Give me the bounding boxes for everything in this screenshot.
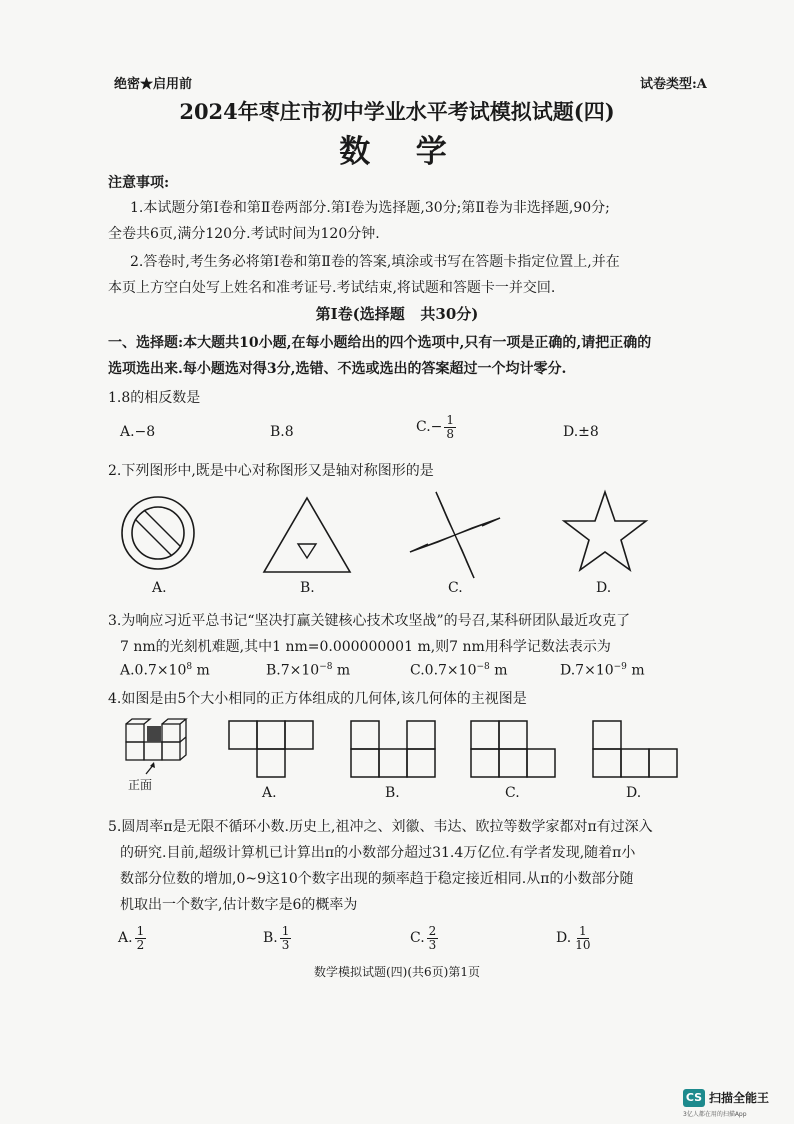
q3-c-exp: −8 — [476, 662, 490, 672]
section-intro-line2: 选项选出来.每小题选对得3分,选错、不选或选出的答案超过一个均计零分. — [108, 361, 567, 377]
fraction-denominator: 3 — [428, 937, 437, 952]
q4-label-c: C. — [505, 785, 520, 801]
section-intro-line1: 一、选择题:本大题共10小题,在每小题给出的四个选项中,只有一项是正确的,请把正确的 — [108, 335, 652, 351]
q3-a-unit: m — [192, 662, 210, 679]
q5-c-prefix: C. — [410, 930, 425, 947]
q3-a-base: A.0.7×10 — [120, 662, 187, 679]
q5-option-c — [410, 925, 438, 951]
q3-b-exp: −8 — [319, 662, 333, 672]
q4-label-a: A. — [262, 785, 277, 801]
camscanner-name: 扫描全能王 — [709, 1091, 770, 1105]
q5-d-fraction — [573, 925, 592, 951]
fraction-numerator: 2 — [428, 924, 437, 938]
q3-b-unit: m — [332, 662, 351, 679]
fraction-denominator: 10 — [575, 937, 591, 952]
q1-option-d: D.±8 — [563, 424, 599, 440]
q5-a-fraction — [135, 925, 147, 951]
q5-line4: 机取出一个数字,估计数字是6的概率为 — [120, 897, 358, 913]
q3-d-exp: −9 — [613, 662, 627, 672]
paper-type-label: 试卷类型:A — [640, 77, 707, 92]
q5-c-fraction — [427, 925, 439, 951]
q2-label-b: B. — [300, 580, 315, 596]
q4-option-d-figure — [592, 719, 682, 779]
q3-a-exp: 8 — [186, 662, 193, 672]
fraction-numerator: 1 — [579, 924, 587, 938]
q3-option-a — [120, 662, 210, 679]
fraction-denominator: 8 — [446, 426, 455, 441]
q5-option-b — [263, 925, 291, 951]
fraction-denominator: 2 — [136, 937, 145, 952]
star-figure — [562, 490, 648, 574]
notice-item2-line2: 本页上方空白处写上姓名和准考证号.考试结束,将试题和答题卡一并交回. — [108, 280, 556, 296]
q2-label-a: A. — [152, 580, 167, 596]
notice-item2-line1: 2.答卷时,考生务必将第Ⅰ卷和第Ⅱ卷的答案,填涂或书写在答题卡指定位置上,并在 — [130, 254, 620, 270]
notice-item1-line2: 全卷共6页,满分120分.考试时间为120分钟. — [108, 226, 380, 242]
q4-option-b-figure — [350, 719, 440, 779]
q5-b-prefix: B. — [263, 930, 278, 947]
q1-option-b: B.8 — [270, 424, 294, 440]
triangle-figure — [262, 496, 352, 576]
fraction-numerator: 1 — [446, 413, 455, 427]
q1-option-a: A.−8 — [120, 424, 156, 440]
q3-line1: 3.为响应习近平总书记“坚决打赢关键核心技术攻坚战”的号召,某科研团队最近攻克了 — [108, 613, 631, 629]
q5-b-fraction — [280, 925, 292, 951]
exam-title: 2024年枣庄市初中学业水平考试模拟试题(四) — [179, 99, 615, 124]
q5-option-d — [556, 925, 592, 951]
fraction-numerator: 1 — [281, 924, 290, 938]
q4-label-d: D. — [626, 785, 642, 801]
q3-line2: 7 nm的光刻机难题,其中1 nm=0.000000001 m,则7 nm用科学记数法表示为 — [120, 639, 611, 655]
q1-option-c-fraction — [444, 414, 456, 440]
pinwheel-figure — [408, 490, 502, 580]
q4-option-c-figure — [470, 719, 560, 779]
q4-label-b: B. — [385, 785, 400, 801]
q3-b-base: B.7×10 — [266, 662, 320, 679]
q3-option-c — [410, 662, 508, 679]
q2-label-c: C. — [448, 580, 463, 596]
q4-option-a-figure — [228, 719, 318, 779]
front-view-label: 正面 — [128, 778, 153, 792]
notice-item1-line1: 1.本试题分第Ⅰ卷和第Ⅱ卷两部分.第Ⅰ卷为选择题,30分;第Ⅱ卷为非选择题,90分; — [130, 200, 610, 216]
q3-option-d — [560, 662, 645, 679]
q2-label-d: D. — [596, 580, 612, 596]
q5-line3: 数部分位数的增加,0~9这10个数字出现的频率趋于稳定接近相同.从π的小数部分随 — [120, 871, 634, 887]
q1-option-c — [416, 414, 456, 440]
q5-line2: 的研究.目前,超级计算机已计算出π的小数部分超过31.4万亿位.有学者发现,随着π小 — [120, 845, 636, 861]
q5-option-a — [118, 925, 146, 951]
secret-label: 绝密★启用前 — [114, 77, 193, 92]
fraction-denominator: 3 — [281, 937, 290, 952]
page-footer: 数学模拟试题(四)(共6页)第1页 — [314, 965, 480, 979]
notice-heading: 注意事项: — [108, 175, 170, 191]
q4-stem: 4.如图是由5个大小相同的正方体组成的几何体,该几何体的主视图是 — [108, 691, 527, 707]
camscanner-tagline: 3亿人都在用的扫描App — [683, 1111, 747, 1118]
q3-c-unit: m — [489, 662, 508, 679]
section-title: 第Ⅰ卷(选择题 共30分) — [315, 305, 479, 323]
q1-stem: 1.8的相反数是 — [108, 390, 201, 406]
q5-d-prefix: D. — [556, 930, 572, 947]
q5-a-prefix: A. — [118, 930, 133, 947]
q5-line1: 5.圆周率π是无限不循环小数.历史上,祖冲之、刘徽、韦达、欧拉等数学家都对π有过深入 — [108, 819, 653, 835]
cube-solid-figure — [124, 718, 196, 780]
fraction-numerator: 1 — [136, 924, 145, 938]
q3-c-base: C.0.7×10 — [410, 662, 477, 679]
subject-title: 数 学 — [339, 134, 455, 170]
camscanner-logo-icon: CS — [683, 1089, 705, 1107]
q3-option-b — [266, 662, 350, 679]
prohibited-sign-figure — [118, 493, 198, 573]
q3-d-unit: m — [626, 662, 645, 679]
q3-d-base: D.7×10 — [560, 662, 614, 679]
q2-stem: 2.下列图形中,既是中心对称图形又是轴对称图形的是 — [108, 463, 434, 479]
q1-option-c-prefix: C.− — [416, 419, 443, 436]
